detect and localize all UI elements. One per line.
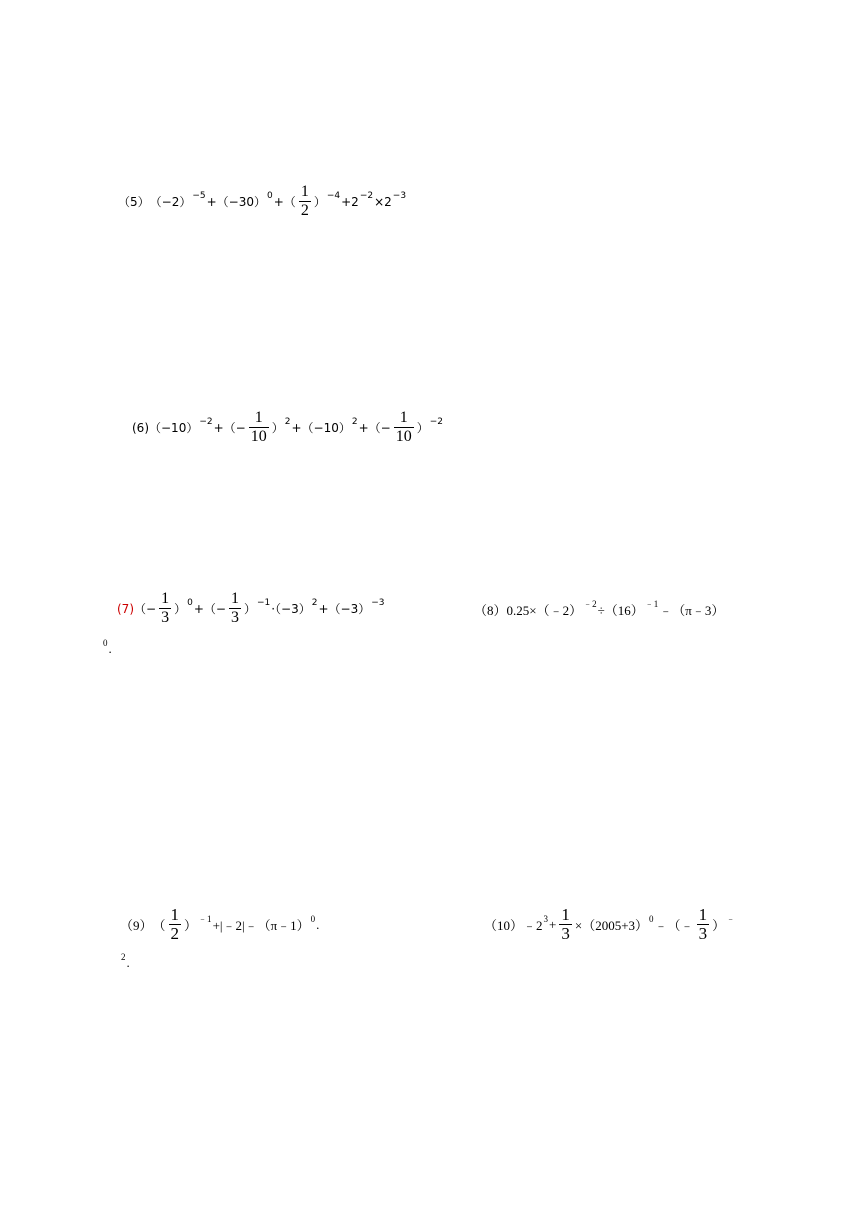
problem-number: (7)	[117, 601, 134, 616]
problem-10-continuation: 2 .	[121, 952, 130, 970]
fraction: $\frac{1}{2}$	[170, 905, 180, 943]
problem-7: (7) （− $\frac{1}{3}$ ） 0 +（− $\frac{1}{3}$ ） −1 ·（−3） 2 +（−3） −3	[117, 590, 385, 626]
problem-number: （9）	[120, 918, 153, 933]
problem-number: （5）	[118, 195, 150, 209]
problem-6: (6) （−10） −2 +（− $\frac{1}{10}$ ） 2 +（−10） 2 +（− $\frac{1}{10}$ ） −2	[132, 409, 444, 445]
problem-number: (6)	[132, 420, 149, 435]
fraction: $\frac{1}{3}$	[561, 905, 570, 943]
fraction: $\frac{1}{10}$	[250, 409, 267, 445]
fraction: $\frac{1}{3}$	[161, 590, 170, 626]
fraction: $\frac{1}{2}$	[300, 183, 309, 219]
problem-8-continuation: 0 .	[103, 638, 112, 656]
problem-9: （9） （ $\frac{1}{2}$ ） ﹣1 +|﹣2|﹣（π﹣1） 0 .	[120, 905, 320, 943]
problem-8: （8） 0.25×（﹣2） ﹣2 ÷（16） ﹣1 ﹣（π﹣3）	[474, 599, 725, 618]
fraction: $\frac{1}{3}$	[698, 905, 708, 943]
problem-number: （10）	[484, 918, 524, 933]
fraction: $\frac{1}{10}$	[395, 409, 412, 445]
problem-5: （5） （−2） −5 +（−30） 0 +（ $\frac{1}{2}$ ） −4 +2 −2 ×2 −3	[118, 183, 407, 219]
problem-10: （10） ﹣2 3 + $\frac{1}{3}$ ×（2005+3） 0 ﹣（﹣ $\frac{1}{3}$ ） ﹣	[484, 905, 736, 943]
problem-number: （8）	[474, 603, 507, 618]
fraction: $\frac{1}{3}$	[230, 590, 239, 626]
